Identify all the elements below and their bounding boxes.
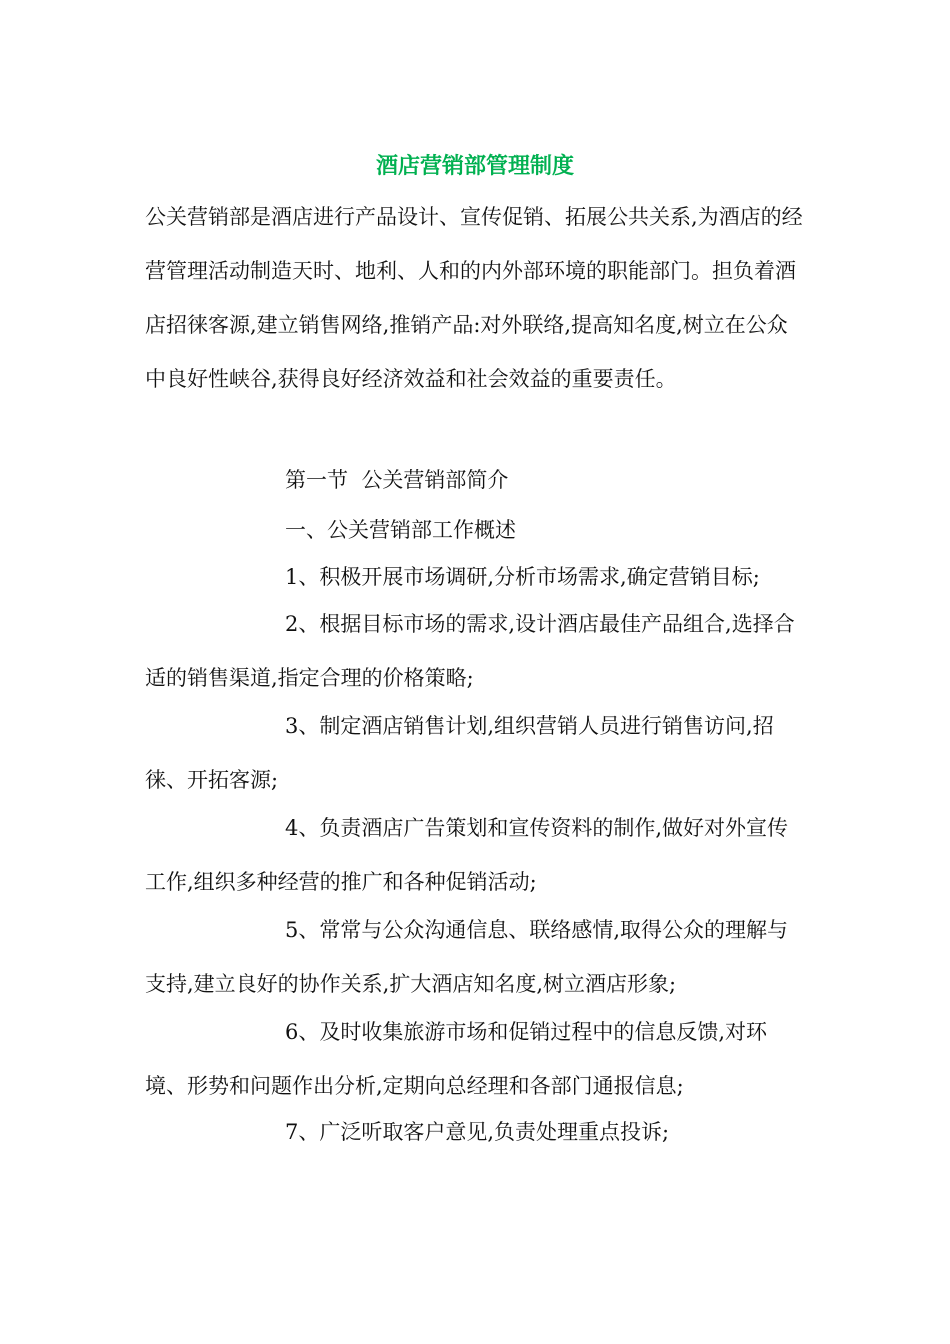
- list-item: 4、负责酒店广告策划和宣传资料的制作,做好对外宣传工作,组织多种经营的推广和各种促销活动;: [145, 816, 789, 894]
- list-item: 7、广泛听取客户意见,负责处理重点投诉;: [285, 1120, 670, 1144]
- intro-paragraph: 公关营销部是酒店进行产品设计、宣传促销、拓展公共关系,为酒店的经营管理活动制造天时、地利、人和的内外部环境的职能部门。担负着酒店招徕客源,建立销售网络,推销产品:对外联络,提高知名度,树立在公众中良好性峡谷,获得良好经济效益和社会效益的重要责任。: [145, 205, 803, 391]
- list-item: 6、及时收集旅游市场和促销过程中的信息反馈,对环境、形势和问题作出分析,定期向总经理和各部门通报信息;: [145, 1020, 768, 1098]
- subsection-heading: 一、公关营销部工作概述: [285, 518, 516, 542]
- list-item: 1、积极开展市场调研,分析市场需求,确定营销目标;: [285, 565, 760, 589]
- section-heading: 第一节 公关营销部简介: [285, 468, 509, 492]
- list-item: 5、常常与公众沟通信息、联络感情,取得公众的理解与支持,建立良好的协作关系,扩大酒店知名度,树立酒店形象;: [145, 918, 789, 996]
- list-item: 2、根据目标市场的需求,设计酒店最佳产品组合,选择合适的销售渠道,指定合理的价格策略;: [145, 612, 795, 690]
- document-title: 酒店营销部管理制度: [375, 154, 574, 179]
- list-item: 3、制定酒店销售计划,组织营销人员进行销售访问,招徕、开拓客源;: [145, 714, 774, 792]
